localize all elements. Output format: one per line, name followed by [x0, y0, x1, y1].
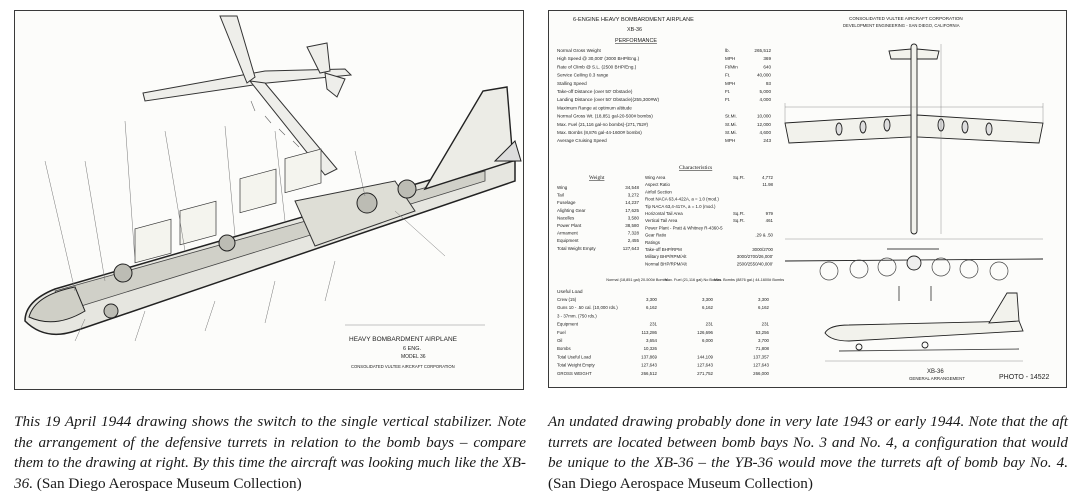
load-row-value: 6,162 [758, 305, 769, 311]
performance-value: 640 [763, 64, 771, 70]
load-column-header: Max. Bombs (8876 gal.) 44-1600# Bombs [713, 278, 785, 282]
load-row-label: GROSS WEIGHT [557, 370, 592, 376]
general-arrangement-front-view [785, 239, 1043, 301]
performance-label: Landing Distance (over 50' Obstacle)(255,300#W) [557, 97, 659, 103]
title-block-engines: 6 ENG. [403, 346, 422, 352]
characteristic-label: Tip NACA 63,4-417A, a = 1.0 (mod.) [645, 203, 716, 209]
title-block-company: CONSOLIDATED VULTEE AIRCRAFT CORPORATION [351, 364, 455, 369]
right-caption-credit: (San Diego Aerospace Museum Collection) [548, 474, 813, 492]
characteristic-label: Aspect Ratio [645, 182, 670, 188]
load-row-value: 3,700 [758, 338, 769, 343]
weight-value: 38,580 [625, 223, 639, 228]
cutaway-drawing-panel [14, 10, 524, 390]
load-row-label: Guns 10 - .50 cal. (10,000 rds.) [557, 305, 618, 311]
weight-label: Tail [557, 192, 564, 198]
performance-label: Stalling Speed [557, 80, 587, 86]
characteristic-label: Root NACA 63,4-422A, a = 1.0 (mod.) [645, 196, 719, 202]
load-row-value: 113,286 [641, 329, 657, 335]
load-row-value: 127,643 [753, 362, 769, 368]
spec-sheet-panel [548, 10, 1067, 388]
load-row-value: 3,300 [758, 297, 769, 302]
performance-value: 369 [763, 56, 771, 62]
load-row-value: 137,357 [753, 354, 769, 360]
characteristic-value: 461 [765, 218, 773, 224]
load-row-value: 3,300 [702, 297, 713, 302]
left-caption-credit: (San Diego Aerospace Museum Collection) [36, 474, 302, 492]
general-arrangement-plan-view [785, 44, 1043, 234]
characteristic-value: 979 [765, 211, 773, 216]
load-row-value: 53,256 [755, 329, 769, 335]
company-line2: DEVELOPMENT ENGINEERING - SAN DIEGO, CALIFORNIA [843, 23, 960, 28]
characteristic-label: Wing Area [645, 175, 666, 180]
load-row-label: Total Weight Empty [557, 362, 595, 368]
load-heading: Useful Load [557, 290, 583, 295]
characteristic-value: 3000/2700/26,000' [736, 254, 773, 260]
weight-value: 7,328 [627, 230, 639, 236]
fuselage-cutaway [25, 87, 521, 334]
performance-label: Maximum Range at optimum altitude [557, 105, 632, 111]
load-row-label: Bombs [557, 346, 571, 352]
performance-value: 4,600 [759, 130, 771, 135]
load-row-value: 231 [649, 321, 657, 327]
load-row-value: 231 [705, 321, 713, 327]
spec-sheet [549, 11, 1066, 387]
characteristic-unit: Sq.Ft. [733, 175, 745, 180]
performance-value: 4,000 [759, 97, 771, 103]
performance-value: 243 [763, 138, 771, 144]
performance-unit: Ft. [725, 97, 731, 103]
load-row-value: 6,162 [646, 305, 657, 311]
performance-label: High Speed @ 30,000' (3000 BHP/Eng.) [557, 56, 640, 62]
load-row-value: 231 [761, 321, 769, 327]
load-row-label: Equipment [557, 321, 578, 327]
performance-value: 93 [765, 80, 771, 86]
performance-unit: St.Mi. [725, 130, 737, 135]
characteristic-value: 4,772 [762, 175, 773, 180]
weight-value: 2,455 [627, 238, 639, 244]
characteristic-label: Airfoil Section [645, 189, 672, 195]
weight-label: Nacelles [557, 215, 575, 221]
load-row-value: 127,643 [697, 362, 713, 368]
characteristic-unit: Sq.Ft. [733, 218, 745, 224]
characteristic-value: .29 & .50 [755, 232, 773, 238]
title-block-title: HEAVY BOMBARDMENT AIRPLANE [349, 336, 458, 343]
characteristic-value: 3000/2700 [752, 247, 773, 252]
load-row-value: 3,300 [646, 297, 657, 302]
title-block [345, 325, 485, 369]
performance-label: Normal Gross Wt. (18,851 gal-20-500# bombs) [557, 113, 653, 119]
performance-label: Max. Fuel (21,116 gal-no bombs)-(271,752#) [557, 121, 649, 127]
load-row-value: 71,808 [755, 346, 769, 352]
performance-value: 10,000 [756, 113, 771, 119]
load-row-value: 6,000 [702, 338, 713, 343]
performance-value: 40,000 [756, 72, 771, 78]
useful-load-table [557, 278, 784, 376]
load-row-value: 127,643 [641, 362, 657, 368]
weight-value: 34,548 [625, 185, 639, 190]
right-caption-text: An undated drawing probably done in very late 1943 or early 1944. Note that the aft turrets are located between bomb bays No. 3 and No. 4, a configuration that would be unique to the XB-36 – the YB-36 would move the turrets aft of bomb bay No. 4. [548, 413, 1068, 471]
load-row-value: 266,000 [753, 370, 769, 376]
characteristic-value: 2500/2550/40,000' [736, 261, 773, 267]
load-row-value: 126,696 [697, 329, 713, 335]
load-row-value: 3,654 [646, 338, 657, 343]
load-row-label: 3 - 37mm. (750 rds.) [557, 313, 597, 319]
characteristic-label: Normal BHP/RPM/Alt [645, 261, 687, 267]
performance-unit: MPH [725, 56, 736, 62]
load-row-value: 266,512 [641, 370, 657, 376]
weight-label: Equipment [557, 238, 579, 244]
drawing-title: XB-36 [927, 369, 944, 375]
characteristic-label: Horizontal Tail Area [645, 211, 683, 216]
spec-title: 6-ENGINE HEAVY BOMBARDMENT AIRPLANE [573, 17, 694, 23]
spec-model: XB-36 [627, 27, 642, 33]
characteristic-value: 11.98 [762, 182, 773, 188]
load-row-value: 144,109 [697, 354, 713, 360]
weight-label: Fuselage [557, 200, 576, 206]
performance-value: 5,000 [759, 89, 771, 94]
performance-unit: MPH [725, 80, 736, 86]
weight-value: 17,625 [625, 207, 639, 213]
performance-label: Normal Gross Weight [557, 48, 601, 53]
weight-label: Power Plant [557, 223, 582, 228]
performance-unit: lb. [725, 48, 730, 53]
load-row-label: Fuel [557, 329, 566, 335]
characteristic-label: Vertical Tail Area [645, 218, 678, 224]
load-row-label: Oil [557, 338, 563, 343]
left-caption-text: This 19 April 1944 drawing shows the switch to the single vertical stabilizer. Note the arrangement of the defensive turrets in relation to the bomb bays – compare them to the drawing at right. By this time the aircraft was looking much like the XB-36. [14, 413, 526, 492]
characteristic-label: Power Plant - Pratt & Whitney R-4360-5 [645, 225, 723, 231]
load-column-header: Normal (18,851 gal) 20-500# Bombs [606, 278, 668, 282]
company-line1: CONSOLIDATED VULTEE AIRCRAFT CORPORATION [849, 16, 963, 21]
weight-label: Alighting Gear [557, 207, 586, 213]
performance-value: 12,000 [756, 121, 771, 127]
load-row-label: Total Useful Load [557, 354, 591, 360]
left-caption [14, 412, 526, 494]
performance-label: Average Cruising Speed [557, 138, 607, 144]
weight-label: Total Weight Empty [557, 245, 596, 251]
load-row-value: 137,869 [641, 354, 657, 360]
performance-unit: St.Mi. [725, 121, 737, 127]
characteristics-heading: Characteristics [679, 165, 713, 171]
load-row-value: 6,162 [702, 305, 713, 311]
characteristics-table [645, 175, 774, 266]
photo-number: PHOTO - 14522 [999, 374, 1050, 381]
weight-heading: Weight [589, 175, 605, 181]
performance-label: Rate of Climb @ S.L. (2500 BHP/Eng.) [557, 64, 637, 70]
weight-value: 14,237 [625, 200, 639, 206]
cutaway-drawing [15, 11, 523, 389]
performance-unit: MPH [725, 138, 736, 144]
performance-label: Max. Bombs (8,876 gal-44-1600# bombs) [557, 130, 642, 135]
performance-label: Take-off Distance (over 50' Obstacle) [557, 89, 633, 94]
performance-unit: Ft. [725, 72, 731, 78]
weight-table [557, 185, 639, 251]
load-row-value: 10,326 [643, 346, 657, 352]
title-block-model: MODEL 36 [401, 354, 426, 360]
performance-unit: Ft/Min [725, 64, 738, 70]
weight-value: 3,272 [627, 192, 639, 198]
characteristic-label: Military BHP/RPM/Alt [645, 254, 687, 260]
performance-value: 265,512 [754, 48, 771, 53]
performance-unit: St.Mi. [725, 113, 737, 119]
performance-heading: PERFORMANCE [615, 38, 657, 44]
characteristic-label: Gear Ratio [645, 232, 667, 238]
characteristic-label: Ratings [645, 239, 660, 245]
weight-label: Wing [557, 185, 568, 190]
performance-table [557, 48, 771, 143]
performance-unit: Ft. [725, 89, 731, 94]
load-row-label: Crew (15) [557, 297, 577, 302]
weight-label: Armament [557, 230, 578, 236]
load-column-header: Max. Fuel (21,116 gal) No Bombs [664, 278, 722, 282]
general-arrangement-side-view [825, 293, 1023, 361]
drawing-subtitle: GENERAL ARRANGEMENT [909, 376, 965, 381]
right-caption [548, 412, 1068, 494]
performance-label: Service Ceiling 0.3 range [557, 72, 609, 78]
characteristic-label: Take-off BHP/RPM [645, 247, 682, 252]
weight-value: 127,643 [622, 245, 639, 251]
characteristic-unit: Sq.Ft. [733, 211, 745, 216]
weight-value: 3,580 [627, 215, 639, 221]
load-row-value: 271,752 [697, 370, 713, 376]
